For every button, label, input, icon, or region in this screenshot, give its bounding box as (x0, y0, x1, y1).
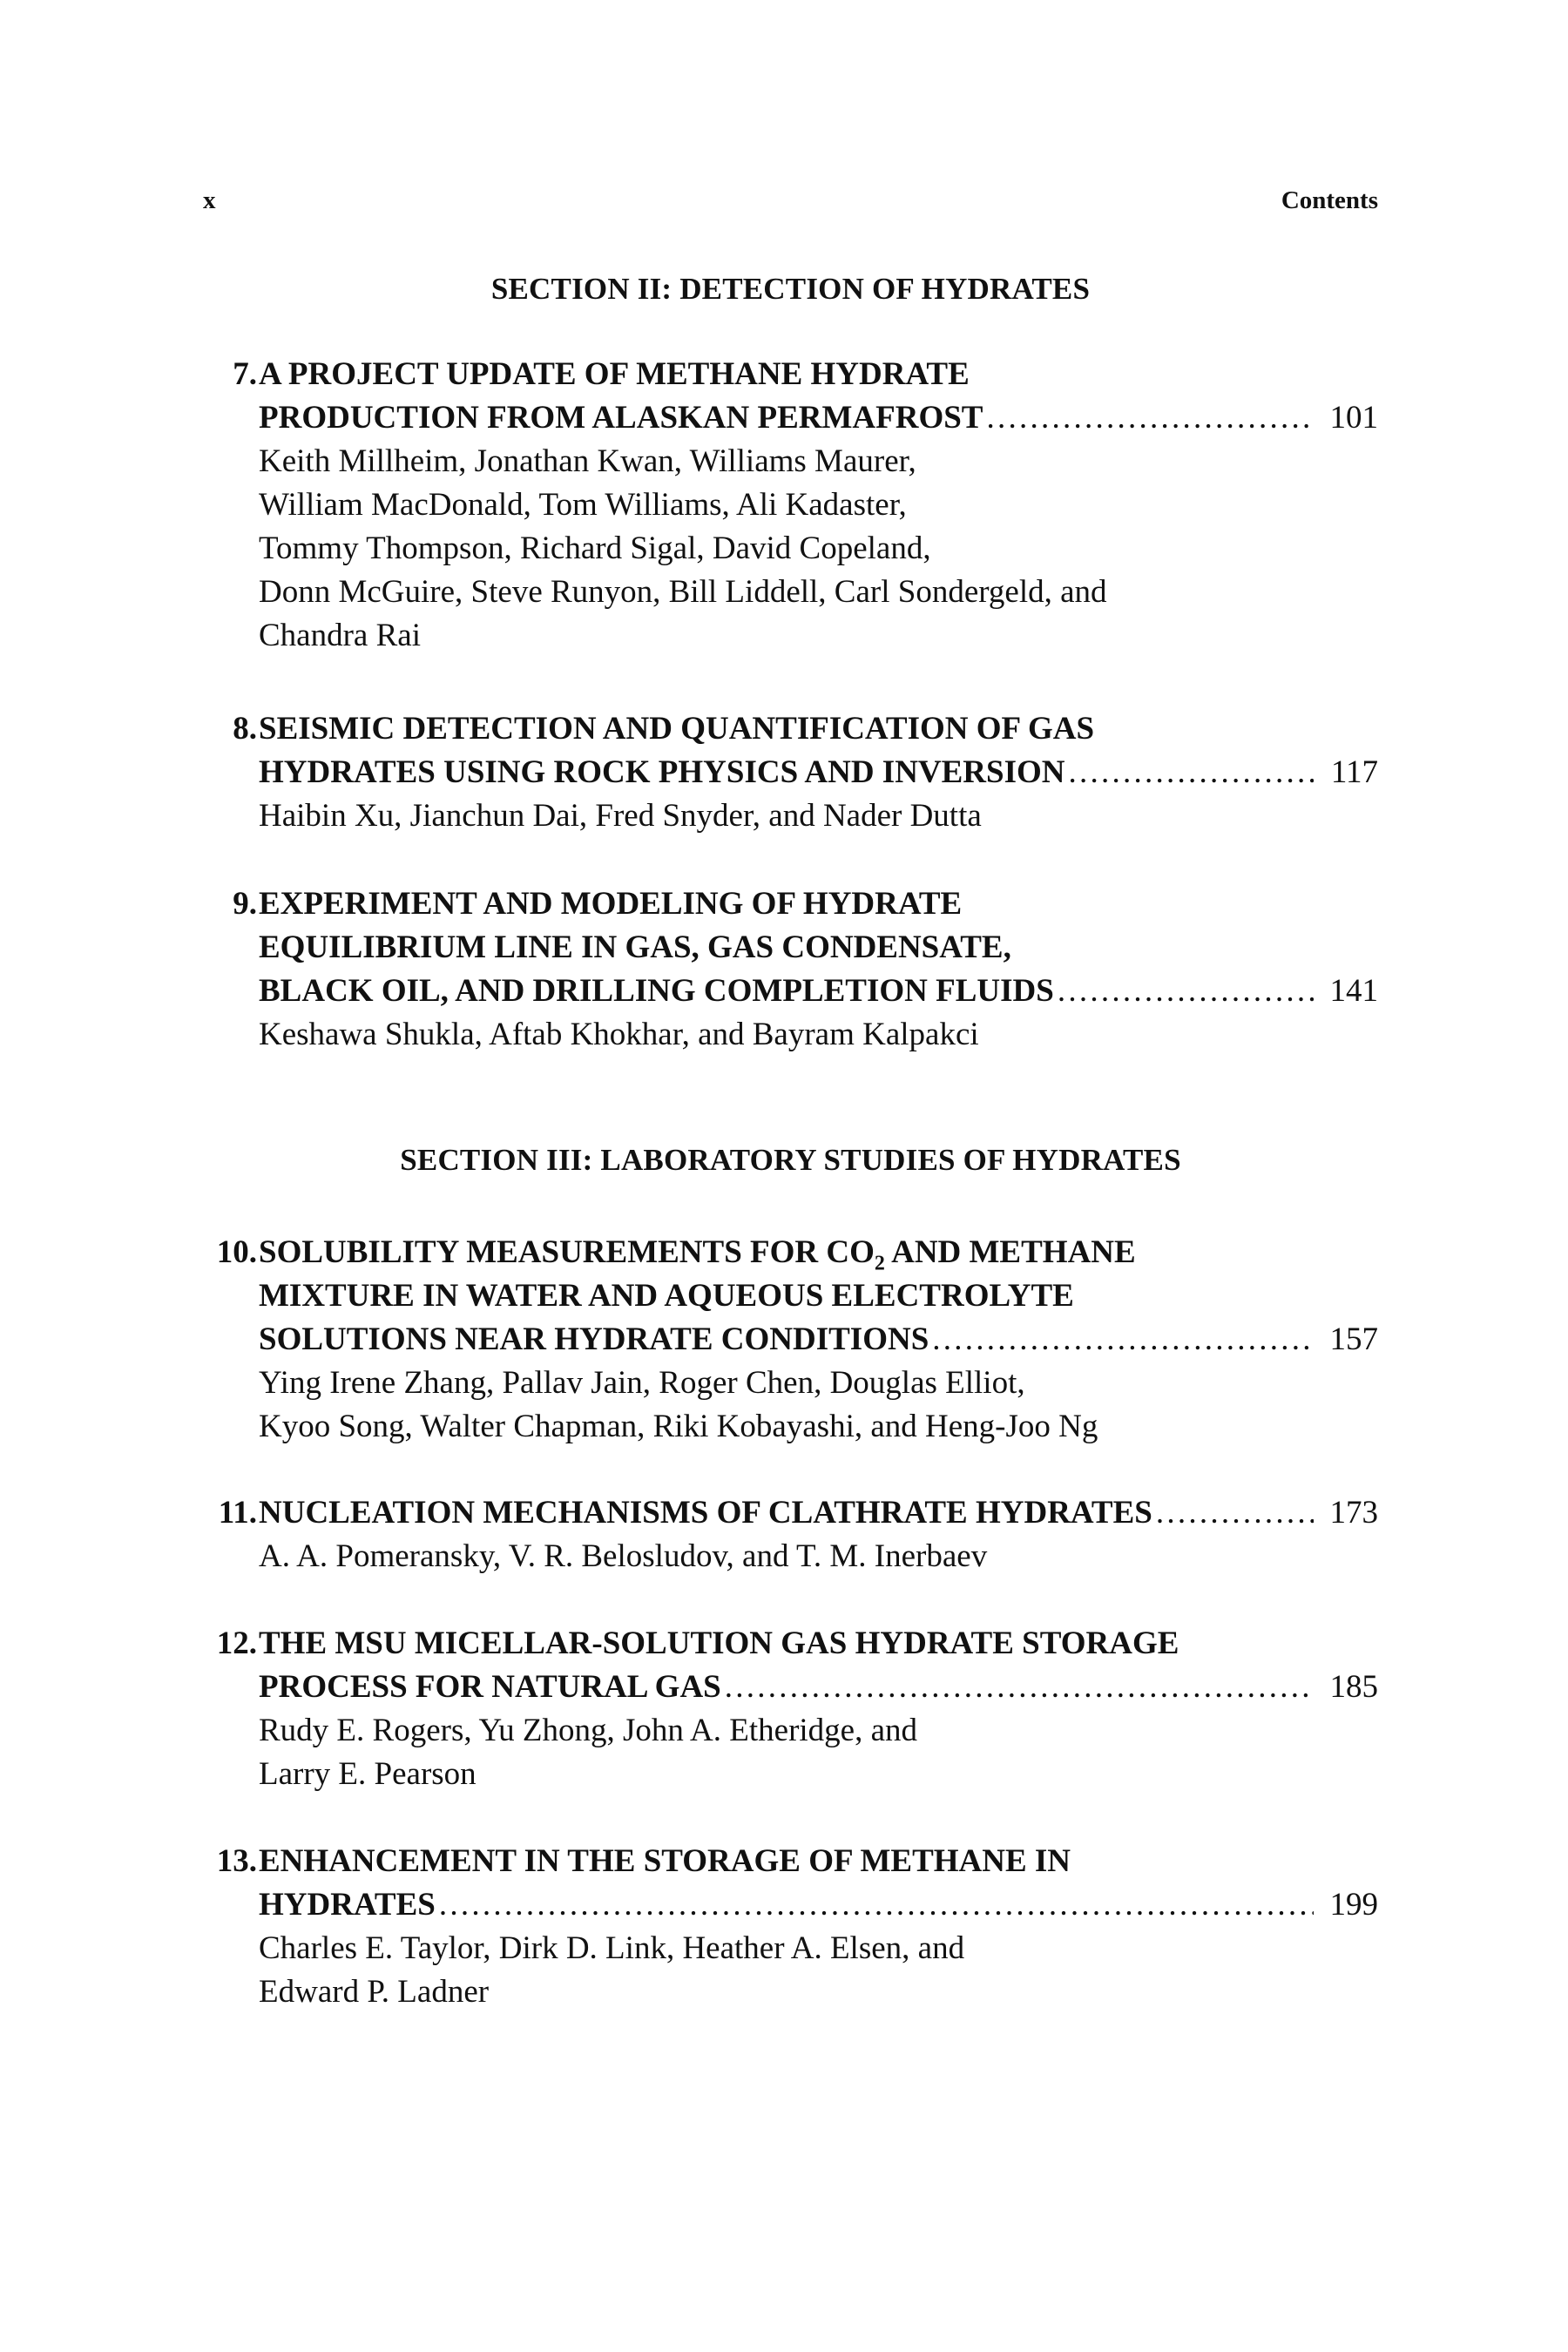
chapter-authors: Ying Irene Zhang, Pallav Jain, Roger Chen, Douglas Elliot, (259, 1365, 1025, 1401)
chapter-title: SEISMIC DETECTION AND QUANTIFICATION OF GAS (259, 711, 1095, 747)
chapter-title: HYDRATES USING ROCK PHYSICS AND INVERSION (259, 754, 1065, 790)
running-header: Contents (1281, 186, 1378, 214)
page-number-ref: 101 (1329, 400, 1378, 436)
chapter-authors: Keith Millheim, Jonathan Kwan, Williams Maurer, (259, 443, 916, 479)
chapter-title: MIXTURE IN WATER AND AQUEOUS ELECTROLYTE (259, 1278, 1074, 1314)
dot-leader (1069, 751, 1314, 794)
toc-entry[interactable] (203, 353, 1378, 658)
toc-entry[interactable] (203, 882, 1378, 1057)
toc-entry[interactable] (203, 1491, 1378, 1578)
page-number-ref: 141 (1329, 973, 1378, 1009)
page-number-ref: 117 (1330, 754, 1378, 790)
chapter-number: 11. (218, 1495, 257, 1531)
chapter-title: NUCLEATION MECHANISMS OF CLATHRATE HYDRATES (259, 1495, 1152, 1531)
dot-leader (1156, 1491, 1314, 1535)
page-number-ref: 199 (1329, 1887, 1378, 1923)
chapter-title: THE MSU MICELLAR-SOLUTION GAS HYDRATE STORAGE (259, 1625, 1179, 1661)
chapter-authors: Kyoo Song, Walter Chapman, Riki Kobayashi, and Heng-Joo Ng (259, 1409, 1098, 1444)
page-number-ref: 173 (1329, 1495, 1378, 1531)
chapter-title: HYDRATES (259, 1887, 436, 1923)
chapter-authors: Edward P. Ladner (259, 1974, 490, 2010)
dot-leader (1058, 970, 1314, 1013)
chapter-title: PROCESS FOR NATURAL GAS (259, 1669, 721, 1705)
chapter-title: EXPERIMENT AND MODELING OF HYDRATE (259, 886, 963, 922)
chapter-number: 8. (233, 711, 257, 747)
chapter-number: 9. (233, 886, 257, 922)
chapter-title: BLACK OIL, AND DRILLING COMPLETION FLUIDS (259, 973, 1054, 1009)
chapter-authors: A. A. Pomeransky, V. R. Belosludov, and T. M. Inerbaev (259, 1538, 988, 1574)
chapter-title: SOLUTIONS NEAR HYDRATE CONDITIONS (259, 1321, 929, 1357)
chapter-title: EQUILIBRIUM LINE IN GAS, GAS CONDENSATE, (259, 929, 1011, 965)
dot-leader (725, 1666, 1314, 1709)
page-number: x (203, 186, 216, 214)
chapter-title: SOLUBILITY MEASUREMENTS FOR $CO_2$ AND METHANE (259, 1234, 1136, 1275)
chapter-authors: Charles E. Taylor, Dirk D. Link, Heather A. Elsen, and (259, 1930, 965, 1966)
dot-leader (987, 396, 1315, 440)
chapter-number: 7. (233, 356, 257, 392)
page-number-ref: 157 (1329, 1321, 1378, 1357)
chapter-authors: Rudy E. Rogers, Yu Zhong, John A. Etheridge, and (259, 1713, 918, 1748)
chapter-number: 10. (216, 1234, 257, 1270)
chapter-title: PRODUCTION FROM ALASKAN PERMAFROST (259, 400, 983, 436)
chapter-authors: Donn McGuire, Steve Runyon, Bill Liddell, Carl Sondergeld, and (259, 574, 1107, 610)
chapter-authors: Chandra Rai (259, 618, 421, 653)
dot-leader (932, 1318, 1314, 1362)
chapter-title: A PROJECT UPDATE OF METHANE HYDRATE (259, 356, 970, 392)
page-number-ref: 185 (1329, 1669, 1378, 1705)
toc-entry[interactable] (203, 1622, 1378, 1796)
chapter-authors: Keshawa Shukla, Aftab Khokhar, and Bayram Kalpakci (259, 1017, 979, 1052)
toc-entry[interactable] (203, 1840, 1378, 2014)
dot-leader (439, 1883, 1314, 1927)
toc-entry[interactable] (203, 1231, 1378, 1449)
chapter-authors: Haibin Xu, Jianchun Dai, Fred Snyder, and Nader Dutta (259, 798, 982, 834)
chapter-title: ENHANCEMENT IN THE STORAGE OF METHANE IN (259, 1843, 1071, 1879)
toc-entry[interactable] (203, 707, 1378, 838)
section-title: SECTION III: LABORATORY STUDIES OF HYDRATES (400, 1143, 1181, 1177)
chapter-number: 13. (216, 1843, 257, 1879)
chapter-authors: Larry E. Pearson (259, 1756, 476, 1792)
chapter-number: 12. (216, 1625, 257, 1661)
chapter-authors: William MacDonald, Tom Williams, Ali Kadaster, (259, 487, 907, 523)
section-title: SECTION II: DETECTION OF HYDRATES (490, 272, 1091, 306)
chapter-authors: Tommy Thompson, Richard Sigal, David Copeland, (259, 531, 931, 566)
